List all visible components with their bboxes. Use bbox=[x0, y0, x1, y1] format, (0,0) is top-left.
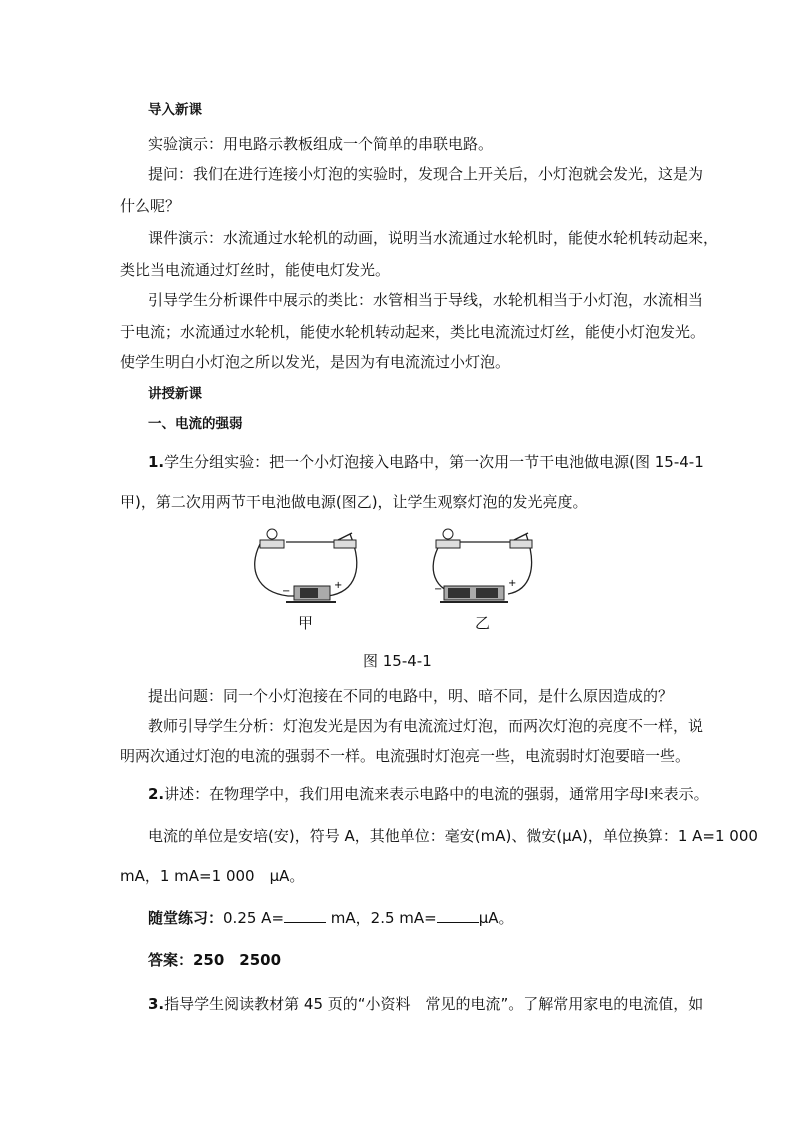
lamp-holder-icon bbox=[436, 540, 460, 548]
bulb-icon bbox=[267, 529, 277, 539]
circuit-b bbox=[433, 529, 532, 602]
answer-blank bbox=[284, 908, 326, 923]
figure-label-b: 乙 bbox=[475, 614, 491, 632]
plus-label: + bbox=[334, 580, 343, 591]
paragraph-line: 提问：我们在进行连接小灯泡的实验时，发现合上开关后，小灯泡就会发光，这是为 bbox=[148, 165, 704, 183]
paragraph-line: 教师引导学生分析：灯泡发光是因为有电流流过灯泡，而两次灯泡的亮度不一样，说 bbox=[148, 717, 704, 735]
item-number: 2. bbox=[148, 785, 165, 803]
practice-text-c: μA。 bbox=[478, 909, 514, 927]
paragraph-line bbox=[148, 994, 703, 1014]
item-text: 学生分组实验：把一个小灯泡接入电路中，第一次用一节干电池做电源(图 15-4-1 bbox=[164, 453, 704, 471]
item-number: 1. bbox=[148, 453, 165, 471]
answer-line: 答案：250 2500 bbox=[148, 951, 282, 969]
circuit-figure bbox=[246, 528, 556, 612]
switch-icon bbox=[510, 540, 532, 548]
answer-blank bbox=[437, 908, 479, 923]
subsection-heading: 一、电流的强弱 bbox=[148, 416, 243, 432]
paragraph-line: 实验演示：用电路示教板组成一个简单的串联电路。 bbox=[148, 135, 494, 153]
item-text: 指导学生阅读教材第 45 页的“小资料 常见的电流”。了解常用家电的电流值，如 bbox=[164, 995, 704, 1013]
paragraph-line: 明两次通过灯泡的电流的强弱不一样。电流强时灯泡亮一些，电流弱时灯泡要暗一些。 bbox=[120, 747, 691, 765]
section-heading-new: 讲授新课 bbox=[148, 386, 202, 402]
paragraph-line: 引导学生分析课件中展示的类比：水管相当于导线，水轮机相当于小灯泡，水流相当 bbox=[148, 291, 704, 309]
practice-label: 随堂练习： bbox=[148, 909, 224, 927]
paragraph-line: 使学生明白小灯泡之所以发光，是因为有电流流过小灯泡。 bbox=[120, 353, 511, 371]
figure-caption: 图 15-4-1 bbox=[363, 652, 432, 670]
minus-label: − bbox=[434, 584, 443, 595]
paragraph-line: 于电流；水流通过水轮机，能使水轮机转动起来，类比电流流过灯丝，能使小灯泡发光。 bbox=[120, 323, 706, 341]
practice-line bbox=[148, 908, 514, 928]
paragraph-line bbox=[148, 452, 704, 472]
item-text: 讲述：在物理学中，我们用电流来表示电路中的电流的强弱，通常用字母I来表示。 bbox=[164, 785, 709, 803]
bulb-icon bbox=[443, 529, 453, 539]
paragraph-line: 什么呢？ bbox=[120, 197, 181, 215]
lamp-holder-icon bbox=[260, 540, 284, 548]
paragraph-line: 类比当电流通过灯丝时，能使电灯发光。 bbox=[120, 261, 391, 279]
plus-label: + bbox=[508, 578, 517, 589]
practice-text-b: mA，2.5 mA= bbox=[326, 909, 437, 927]
switch-icon bbox=[334, 540, 356, 548]
circuit-a bbox=[255, 529, 357, 602]
paragraph-line: 甲)，第二次用两节干电池做电源(图乙)，让学生观察灯泡的发光亮度。 bbox=[120, 493, 588, 511]
item-number: 3. bbox=[148, 995, 165, 1013]
paragraph-line: 课件演示：水流通过水轮机的动画，说明当水流通过水轮机时，能使水轮机转动起来， bbox=[148, 229, 719, 247]
paragraph-line: 电流的单位是安培(安)，符号 A，其他单位：毫安(mA)、微安(μA)，单位换算：1 A=1 000 bbox=[148, 827, 758, 845]
section-heading-intro: 导入新课 bbox=[148, 102, 202, 118]
paragraph-line: 提出问题：同一个小灯泡接在不同的电路中，明、暗不同，是什么原因造成的？ bbox=[148, 687, 674, 705]
paragraph-line bbox=[148, 784, 709, 804]
minus-label: − bbox=[282, 586, 291, 597]
paragraph-line: mA，1 mA=1 000 μA。 bbox=[120, 867, 305, 885]
practice-text-a: 0.25 A= bbox=[223, 909, 285, 927]
figure-label-a: 甲 bbox=[298, 614, 314, 632]
